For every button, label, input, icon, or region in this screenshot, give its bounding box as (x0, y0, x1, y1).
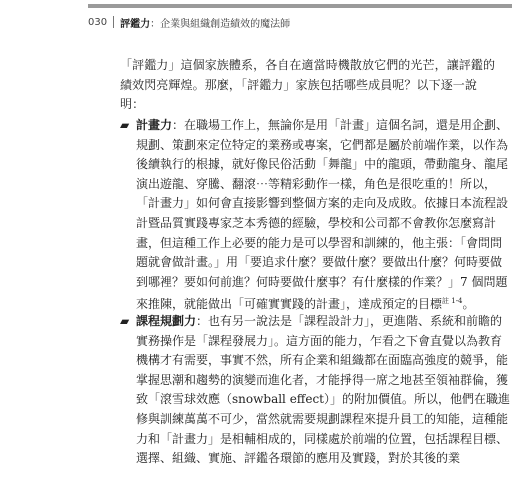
bullet-icon: ▰ (120, 118, 130, 132)
item-term: 課程規劃力 (136, 314, 197, 328)
header-rule (88, 4, 512, 8)
list-item-planning (120, 116, 510, 315)
list-item-curriculum (120, 312, 510, 469)
header-divider (113, 16, 114, 28)
item-body (136, 116, 510, 315)
bullet-icon: ▰ (120, 314, 130, 328)
book-subtitle: ：企業與組織創造績效的魔法師 (150, 18, 291, 30)
item-text: ：也有另一說法是「課程設計力」，更進階、系統和前瞻的實務操作是「課程發展力」。這方面的能力，乍看之下會直覺以為教育機構才有需要，事實不然，所有企業和組織都在面臨高強度的競爭，能掌握思潮和趨勢的演變而進化者，才能掙得一席之地甚至領袖群倫，獲致「滾雪球效應（snowball effect）」的附加價值。所以，他們在職進修與訓練萬萬不可少，當然就需要規劃課程來提升員工的知能，這種能力和「計畫力」是相輔相成的，同樣處於前端的位置，包括課程目標、選擇、組織、實施、評鑑各環節的應用及實踐，對於其後的業 (136, 314, 510, 466)
running-header (88, 14, 290, 30)
page-number: 030 (88, 16, 108, 28)
item-body (136, 312, 510, 469)
item-tail: 。 (462, 297, 475, 312)
intro-paragraph: 「評鑑力」這個家族體系，各自在適當時機散放它們的光芒，讓評鑑的績效閃亮輝煌。那麼，「評鑑力」家族包括哪些成員呢？以下逐一說明： (120, 58, 496, 112)
item-term: 計畫力 (136, 118, 173, 132)
book-title: 評鑑力 (120, 18, 151, 30)
footnote-ref: 註 1-4 (442, 297, 463, 306)
item-text: ：在職場工作上，無論你是用「計畫」這個名詞，還是用企劃、規劃、策劃來定位特定的業務或專案，它們都是屬於前端作業，以作為後續執行的根據，就好像民俗活動「舞龍」中的龍頭，帶動龍身、龍尾演出遊龍、穿騰、翻滾⋯等精彩動作一樣，角色是很吃重的！所以，「計畫力」如何會直接影響到整個方案的走向及成敗。依據日本流程設計暨品質實踐專家芝本秀德的經驗，學校和公司都不會教你怎麼寫計畫，但這種工作上必要的能力是可以學習和訓練的，他主張：「會問問題就會做計畫。」用「要追求什麼？要做什麼？要做出什麼？何時要做到哪裡？要如何前進？何時要做什麼事？有什麼樣的作業？」7 個問題來推陳，就能做出「可確實實踐的計畫」，達成預定的目標 (136, 118, 509, 312)
